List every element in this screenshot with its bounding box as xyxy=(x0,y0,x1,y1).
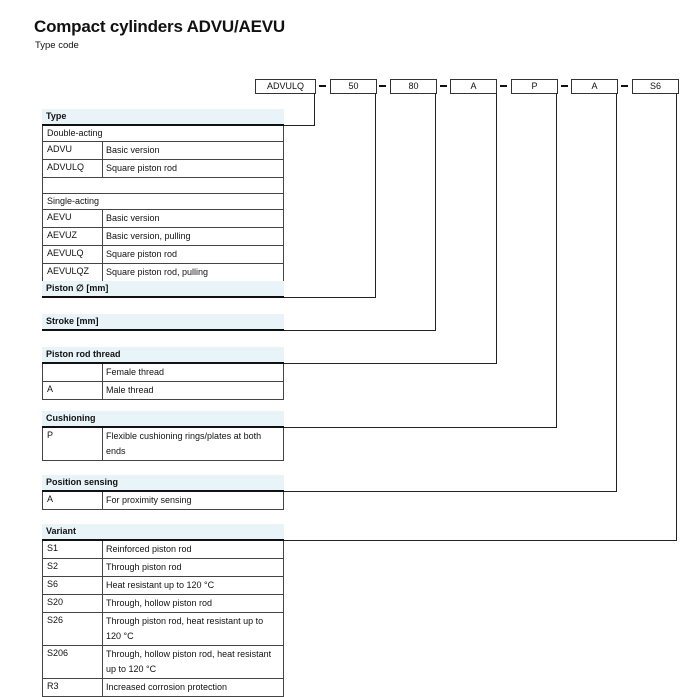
group-label-single: Single-acting xyxy=(42,194,284,210)
table-row: ADVULQ Square piston rod xyxy=(42,160,284,178)
section-stroke xyxy=(42,314,284,331)
code-dash xyxy=(440,85,447,87)
code-dash xyxy=(319,85,326,87)
code-box-piston: 50 xyxy=(330,79,377,94)
section-cushioning xyxy=(42,411,284,461)
page-subtitle: Type code xyxy=(35,40,79,51)
connector-sensing xyxy=(616,93,617,491)
connector-variant xyxy=(676,93,677,540)
section-thread-header: Piston rod thread xyxy=(42,347,284,364)
table-row: AEVULQ Square piston rod xyxy=(42,246,284,264)
table-row: Female thread xyxy=(42,364,284,382)
table-row: S2 Through piston rod xyxy=(42,559,284,577)
connector-cushioning-h xyxy=(284,427,557,428)
table-spacer xyxy=(42,178,284,194)
table-row: AEVULQZ Square piston rod, pulling xyxy=(42,264,284,282)
table-row: R3 Increased corrosion protection xyxy=(42,679,284,697)
table-row: S6 Heat resistant up to 120 °C xyxy=(42,577,284,595)
code-box-sensing: A xyxy=(571,79,618,94)
table-row: ADVU Basic version xyxy=(42,142,284,160)
section-type xyxy=(42,109,284,282)
connector-variant-h xyxy=(284,540,677,541)
connector-type-h xyxy=(284,125,315,126)
section-type-header: Type xyxy=(42,109,284,126)
section-variant-header: Variant xyxy=(42,524,284,541)
code-box-cushioning: P xyxy=(511,79,558,94)
section-sensing-header: Position sensing xyxy=(42,475,284,492)
code-box-type: ADVULQ xyxy=(255,79,316,94)
group-label-double: Double-acting xyxy=(42,126,284,142)
section-piston-header: Piston ∅ [mm] xyxy=(42,281,284,298)
table-row: S1 Reinforced piston rod xyxy=(42,541,284,559)
section-cushioning-header: Cushioning xyxy=(42,411,284,428)
table-row: A Male thread xyxy=(42,382,284,400)
page-title: Compact cylinders ADVU/AEVU xyxy=(34,17,285,36)
table-row: AEVUZ Basic version, pulling xyxy=(42,228,284,246)
connector-thread xyxy=(496,93,497,363)
connector-sensing-h xyxy=(284,491,617,492)
section-thread xyxy=(42,347,284,400)
section-variant xyxy=(42,524,284,697)
table-row: AEVU Basic version xyxy=(42,210,284,228)
connector-cushioning xyxy=(556,93,557,427)
code-box-variant: S6 xyxy=(632,79,679,94)
table-row: S20 Through, hollow piston rod xyxy=(42,595,284,613)
section-sensing xyxy=(42,475,284,510)
table-row: A For proximity sensing xyxy=(42,492,284,510)
table-row: S206 Through, hollow piston rod, heat resistant up to 120 °C xyxy=(42,646,284,679)
code-dash xyxy=(500,85,507,87)
connector-type xyxy=(314,93,315,126)
connector-stroke xyxy=(435,93,436,331)
section-piston xyxy=(42,281,284,298)
code-dash xyxy=(561,85,568,87)
table-row: P Flexible cushioning rings/plates at both ends xyxy=(42,428,284,461)
code-box-stroke: 80 xyxy=(390,79,437,94)
section-stroke-header: Stroke [mm] xyxy=(42,314,284,331)
code-dash xyxy=(379,85,386,87)
table-row: S26 Through piston rod, heat resistant up to 120 °C xyxy=(42,613,284,646)
connector-stroke-h xyxy=(284,330,436,331)
connector-piston xyxy=(375,93,376,298)
connector-thread-h xyxy=(284,363,497,364)
connector-piston-h xyxy=(284,297,376,298)
code-box-thread: A xyxy=(450,79,497,94)
code-dash xyxy=(621,85,628,87)
